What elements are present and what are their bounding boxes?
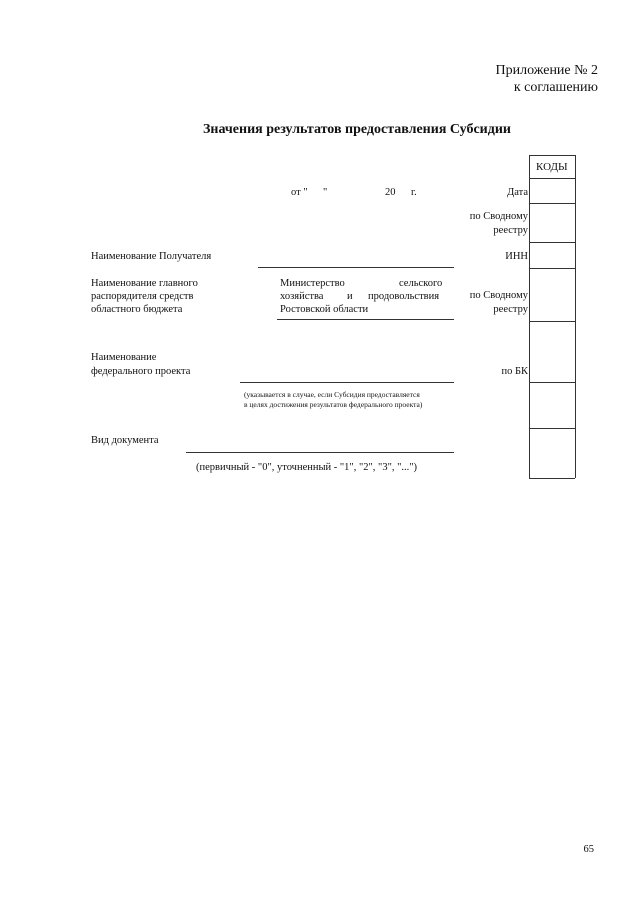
- date-year-suffix: г.: [411, 187, 417, 198]
- fed-project-note-2: в целях достижения результатов федерального проекта): [244, 400, 423, 409]
- label-recipient: Наименование Получателя: [91, 251, 212, 262]
- label-fed-project-2: федерального проекта: [91, 366, 191, 377]
- ministry-field-line: [277, 319, 454, 320]
- date-quote: ": [323, 187, 328, 198]
- fed-project-field-line[interactable]: [240, 382, 454, 383]
- label-svod-registry-2b: реестру: [493, 304, 528, 315]
- ministry-word-4: и: [347, 291, 353, 302]
- page-number: 65: [583, 844, 594, 855]
- appendix-subtitle: к соглашению: [513, 80, 598, 95]
- ministry-word-5: продовольствия: [368, 291, 440, 302]
- label-main-admin-3: областного бюджета: [91, 304, 183, 315]
- page-title: Значения результатов предоставления Субсидии: [203, 122, 511, 137]
- label-main-admin-2: распорядителя средств: [91, 291, 194, 302]
- recipient-field-line[interactable]: [258, 267, 454, 268]
- appendix-label: Приложение № 2: [495, 63, 598, 78]
- doc-type-note: (первичный - "0", уточненный - "1", "2", "3", "..."): [196, 462, 418, 473]
- date-year-prefix: 20: [385, 187, 396, 198]
- label-svod-registry-1a: по Сводному: [469, 211, 528, 222]
- label-svod-registry-2a: по Сводному: [469, 290, 528, 301]
- ministry-word-3: хозяйства: [280, 291, 324, 302]
- date-from-label: от ": [291, 187, 308, 198]
- label-main-admin-1: Наименование главного: [91, 278, 198, 289]
- fed-project-note-1: (указывается в случае, если Субсидия предоставляется: [244, 390, 420, 399]
- label-date: Дата: [507, 187, 528, 198]
- ministry-word-1: Министерство: [280, 278, 345, 289]
- doc-type-field-line[interactable]: [186, 452, 454, 453]
- codes-header: КОДЫ: [536, 161, 568, 173]
- label-svod-registry-1b: реестру: [493, 225, 528, 236]
- label-bk: по БК: [501, 366, 528, 377]
- label-fed-project-1: Наименование: [91, 352, 157, 363]
- label-doc-type: Вид документа: [91, 435, 159, 446]
- label-inn: ИНН: [505, 251, 528, 262]
- ministry-line-3: Ростовской области: [280, 304, 369, 315]
- ministry-word-2: сельского: [399, 278, 443, 289]
